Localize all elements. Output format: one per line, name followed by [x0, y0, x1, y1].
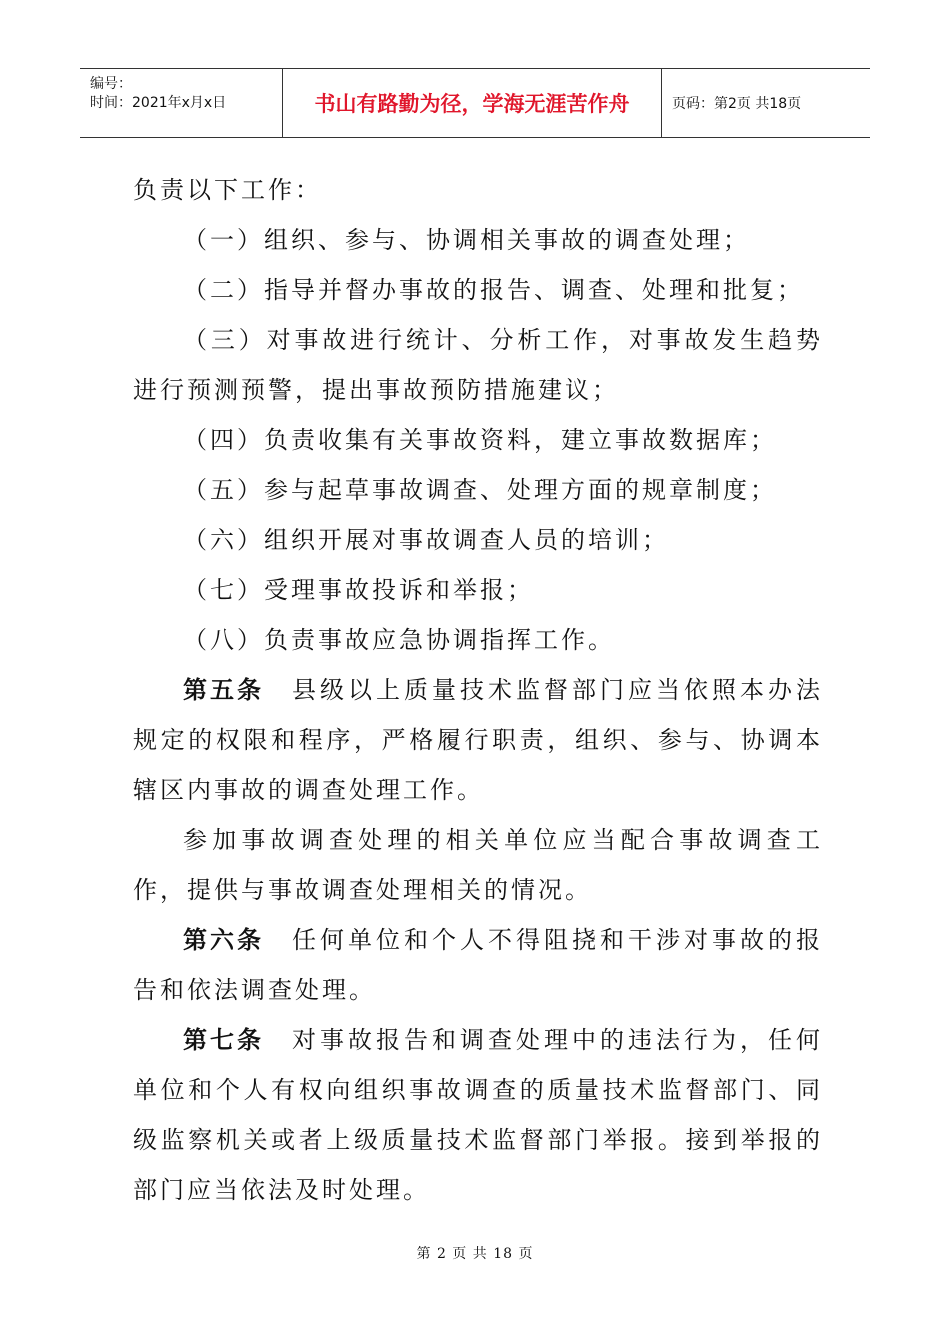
paragraph: 负责以下工作：	[133, 176, 322, 204]
header-motto-cell	[283, 69, 662, 137]
article-title: 第七条	[183, 1026, 264, 1054]
header-meta-cell	[80, 69, 283, 137]
article-text: 任何单位和个人不得阻挠和干涉对事故的报告和依法调查处理。	[133, 926, 823, 1004]
article-title: 第五条	[183, 676, 264, 704]
article-7	[133, 1015, 823, 1215]
number-label: 编号：	[90, 76, 132, 92]
list-item: （一）组织、参与、协调相关事故的调查处理；	[183, 226, 750, 254]
article-text: 县级以上质量技术监督部门应当依照本办法规定的权限和程序，严格履行职责，组织、参与、协调本辖区内事故的调查处理工作。	[133, 676, 823, 804]
list-item: （四）负责收集有关事故资料，建立事故数据库；	[183, 426, 777, 454]
header-page-info: 页码：第2页 共18页	[672, 96, 802, 112]
list-item: （七）受理事故投诉和举报；	[183, 576, 534, 604]
article-text: 对事故报告和调查处理中的违法行为，任何单位和个人有权向组织事故调查的质量技术监督部门、同级监察机关或者上级质量技术监督部门举报。接到举报的部门应当依法及时处理。	[133, 1026, 823, 1204]
list-item: （八）负责事故应急协调指挥工作。	[183, 626, 615, 654]
motto-text: 书山有路勤为径，学海无涯苦作舟	[314, 92, 630, 116]
time-label: 时间：2021年x月x日	[90, 95, 227, 111]
paragraph: 参加事故调查处理的相关单位应当配合事故调查工作，提供与事故调查处理相关的情况。	[133, 826, 823, 904]
list-item: （三）对事故进行统计、分析工作，对事故发生趋势进行预测预警，提出事故预防措施建议；	[133, 326, 823, 404]
list-item: （二）指导并督办事故的报告、调查、处理和批复；	[183, 276, 804, 304]
page-footer: 第 2 页 共 18 页	[416, 1246, 534, 1262]
list-item: （六）组织开展对事故调查人员的培训；	[183, 526, 669, 554]
article-5	[133, 665, 823, 815]
document-header	[80, 68, 870, 138]
list-item: （五）参与起草事故调查、处理方面的规章制度；	[183, 476, 777, 504]
article-6	[133, 915, 823, 1015]
document-body	[133, 165, 823, 1215]
article-title: 第六条	[183, 926, 264, 954]
